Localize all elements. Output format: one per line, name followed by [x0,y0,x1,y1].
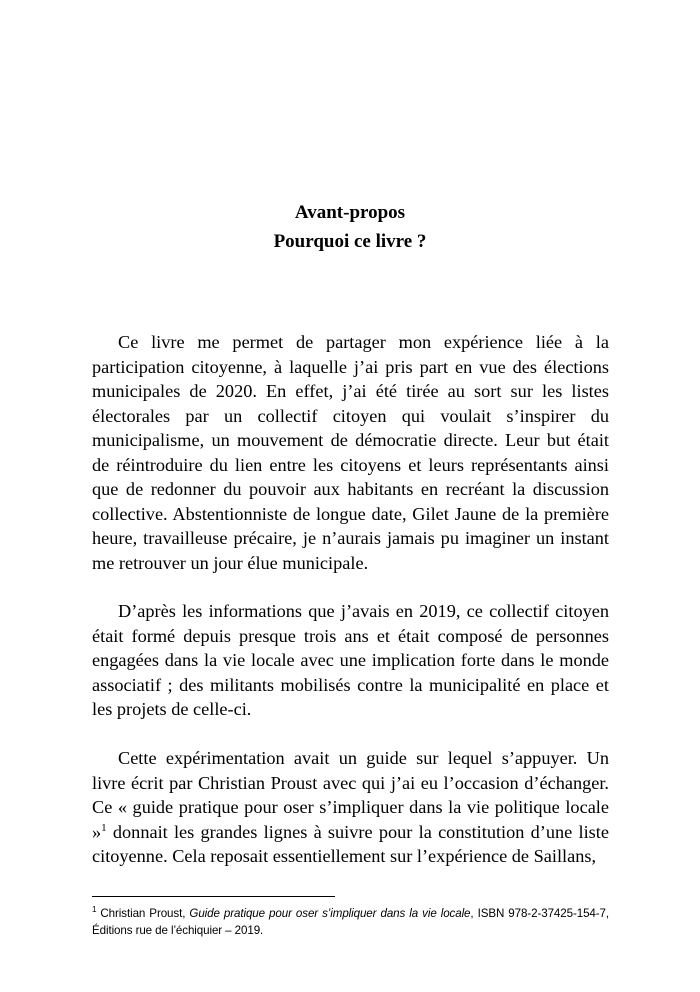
footnote-book-title: Guide pratique pour oser s’impliquer dans la vie locale [189,907,471,920]
footnote-mark: 1 [92,905,97,915]
footnote-reference-mark: 1 [101,821,107,834]
footnote [92,905,609,939]
footnote-author: Christian Proust, [96,907,190,920]
chapter-subtitle: Pourquoi ce livre ? [273,231,427,252]
paragraph-3-text-end: donnait les grandes lignes à suivre pour la constitution d’une liste citoyenne. Cela reposait essentiellement sur l’expérience de Saillans, [92,821,609,866]
paragraph-3-text-start: Cette expérimentation avait un guide sur lequel s’appuyer. Un livre écrit par Christian Proust avec qui j’ai eu l’occasion d’échanger. Ce « guide pratique pour oser s’impliquer dans la vie politique locale » [92,748,609,842]
footnote-separator [92,896,335,897]
chapter-title: Avant-propos [294,202,406,223]
paragraph-3 [92,746,609,869]
footnote-details: , ISBN 978-2-37425-154-7, Éditions rue de l’échiquier – 2019. [92,907,609,937]
paragraph-1: Ce livre me permet de partager mon expérience liée à la participation citoyenne, à laquelle j’ai pris part en vue des élections municipales de 2020. En effet, j’ai été tirée au sort sur les listes électorales par un collectif citoyen qui voulait s’inspirer du municipalisme, un mouvement de démocratie directe. Leur but était de réintroduire du lien entre les citoyens et leurs représentants ainsi que de redonner du pouvoir aux habitants en recréant la discussion collective. Abstentionniste de longue date, Gilet Jaune de la première heure, travailleuse précaire, je n’aurais jamais pu imaginer un instant me retrouver un jour élue municipale. [92,332,609,573]
paragraph-2: D’après les informations que j’avais en 2019, ce collectif citoyen était formé depuis presque trois ans et était composé de personnes engagées dans la vie locale avec une implication forte dans le monde associatif ; des militants mobilisés contre la municipalité en place et les projets de celle-ci. [92,601,609,719]
